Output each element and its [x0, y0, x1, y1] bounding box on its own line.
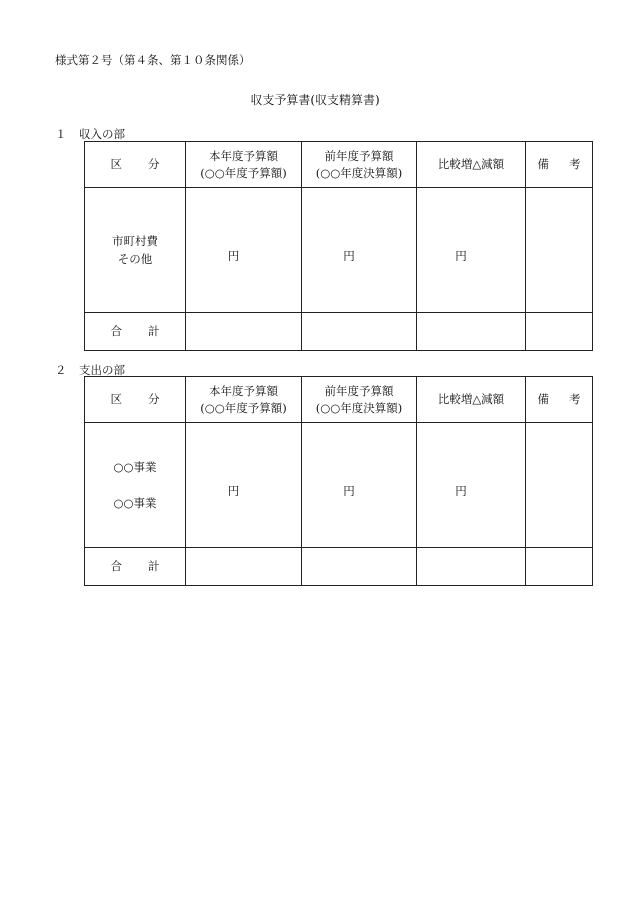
- expense-remarks-cell: [526, 423, 593, 548]
- income-items-cell: [85, 188, 186, 313]
- expense-items-cell: [85, 423, 186, 548]
- income-previous-amount: 円: [302, 188, 417, 313]
- income-section-heading: [55, 126, 125, 142]
- expense-header-previous: [302, 377, 417, 423]
- expense-total-b: 計: [148, 559, 160, 573]
- income-item: その他: [117, 252, 153, 266]
- income-remarks-cell: [526, 188, 593, 313]
- income-current-amount: 円: [186, 188, 302, 313]
- expense-current-amount: 円: [186, 423, 302, 548]
- expense-section-label: 支出の部: [79, 363, 125, 377]
- income-header-remarks-b: 考: [569, 157, 581, 171]
- income-total-current: [186, 313, 302, 351]
- expense-header-current-line2: (○○年度予算額): [200, 400, 287, 415]
- income-total-b: 計: [148, 324, 160, 338]
- expense-total-label: [85, 548, 186, 586]
- income-total-previous: [302, 313, 417, 351]
- income-header-previous-line2: (○○年度決算額): [315, 165, 403, 180]
- income-section-label: 収入の部: [79, 127, 125, 141]
- income-header-current-line1: 本年度予算額: [209, 148, 278, 163]
- expense-header-remarks: [526, 377, 593, 423]
- expense-header-diff: 比較増△減額: [417, 377, 526, 423]
- document-title: 収支予算書(収支精算書): [250, 93, 380, 107]
- expense-section-number: ２: [55, 363, 67, 377]
- expense-total-diff: [417, 548, 526, 586]
- expense-header-remarks-b: 考: [569, 392, 581, 406]
- expense-header-category: [85, 377, 186, 423]
- expense-header-remarks-a: 備: [537, 392, 549, 406]
- expense-total-current: [186, 548, 302, 586]
- income-item: 市町村費: [112, 234, 158, 248]
- income-total-label: [85, 313, 186, 351]
- expense-body-row: [85, 423, 593, 548]
- expense-header-row: [85, 377, 593, 423]
- expense-header-current: [186, 377, 302, 423]
- income-total-diff: [417, 313, 526, 351]
- expense-header-current-line1: 本年度予算額: [209, 383, 278, 398]
- income-header-remarks: [526, 142, 593, 188]
- income-table: [84, 141, 593, 351]
- expense-header-previous-line1: 前年度予算額: [324, 383, 394, 398]
- expense-item: ○○事業: [113, 460, 157, 474]
- income-header-previous: [302, 142, 417, 188]
- expense-diff-amount: 円: [417, 423, 526, 548]
- income-header-category: [85, 142, 186, 188]
- income-total-remarks: [526, 313, 593, 351]
- income-header-remarks-a: 備: [537, 157, 549, 171]
- expense-header-category-b: 分: [148, 392, 160, 406]
- expense-previous-amount: 円: [302, 423, 417, 548]
- income-diff-amount: 円: [417, 188, 526, 313]
- expense-item: ○○事業: [113, 496, 157, 510]
- income-header-current-line2: (○○年度予算額): [200, 165, 287, 180]
- expense-header-category-a: 区: [110, 392, 122, 406]
- income-total-row: [85, 313, 593, 351]
- form-number: 様式第２号（第４条、第１０条関係）: [55, 53, 251, 67]
- income-section-number: １: [55, 127, 67, 141]
- income-header-row: [85, 142, 593, 188]
- expense-table: [84, 376, 593, 586]
- income-header-category-b: 分: [148, 157, 160, 171]
- income-header-category-a: 区: [110, 157, 122, 171]
- income-header-current: [186, 142, 302, 188]
- income-header-previous-line1: 前年度予算額: [324, 148, 394, 163]
- income-body-row: [85, 188, 593, 313]
- expense-total-row: [85, 548, 593, 586]
- income-total-a: 合: [110, 324, 122, 338]
- income-header-diff: 比較増△減額: [417, 142, 526, 188]
- expense-total-remarks: [526, 548, 593, 586]
- expense-total-a: 合: [110, 559, 122, 573]
- expense-total-previous: [302, 548, 417, 586]
- expense-header-previous-line2: (○○年度決算額): [315, 400, 403, 415]
